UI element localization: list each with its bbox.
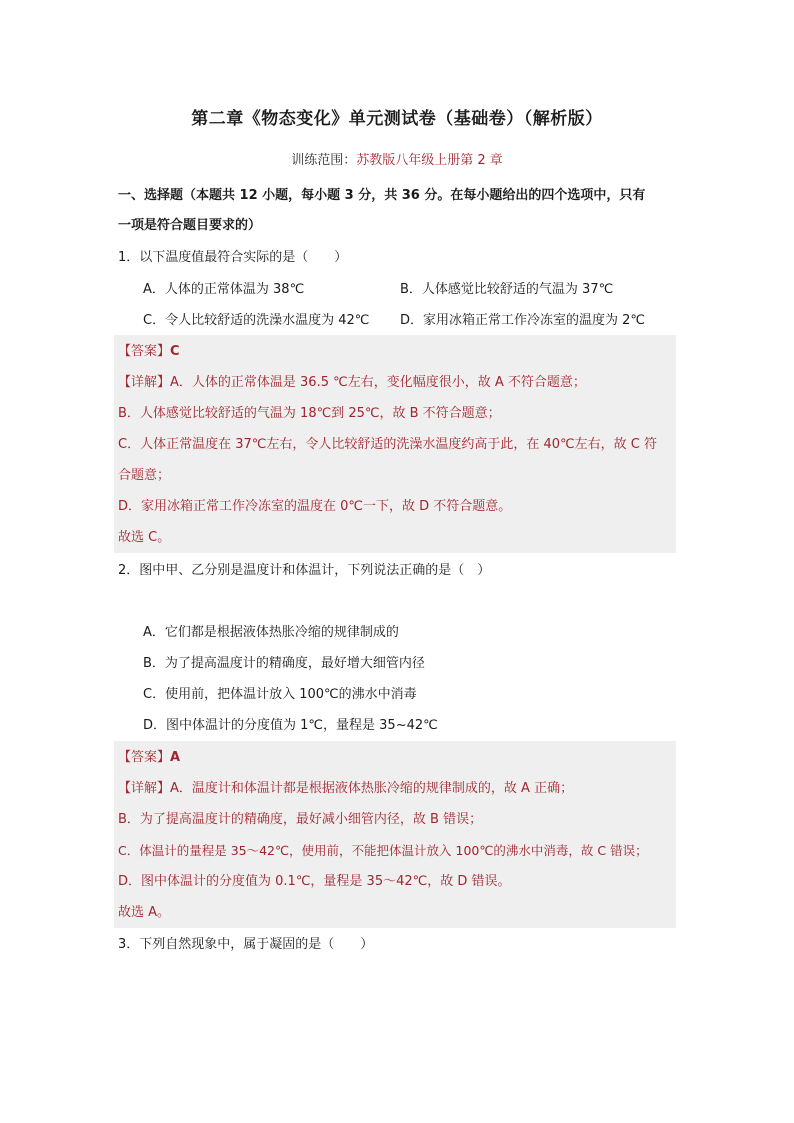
q1-option-a: A．人体的正常体温为 38℃ (143, 282, 305, 297)
q1-detail-line-1 (118, 374, 586, 392)
detail-text: A．温度计和体温计都是根据液体热胀冷缩的规律制成的，故 A 正确； (170, 781, 574, 796)
q1-answer (118, 343, 180, 361)
q2-detail-line-5: 故选 A。 (118, 905, 171, 920)
q1-answer-block (114, 335, 676, 553)
q2-detail-line-3: C．体温计的量程是 35～42℃，使用前，不能把体温计放入 100℃的沸水中消毒，故 C 错误； (118, 843, 648, 858)
q1-option-c: C．令人比较舒适的洗澡水温度为 42℃ (143, 313, 370, 328)
q2-detail-line-4: D．图中体温计的分度值为 0.1℃，量程是 35～42℃，故 D 错误。 (118, 874, 511, 889)
q1-detail-line-5: D．家用冰箱正常工作冷冻室的温度在 0℃一下，故 D 不符合题意。 (118, 499, 512, 514)
answer-tag: 【答案】 (118, 750, 171, 765)
q2-option-d: D．图中体温计的分度值为 1℃，量程是 35~42℃ (143, 718, 438, 733)
answer-tag: 【答案】 (118, 344, 171, 359)
scope-value: 苏教版八年级上册第 2 章 (356, 153, 503, 168)
question-3-stem: 3．下列自然现象中，属于凝固的是（ ） (118, 937, 374, 952)
scope-label: 训练范围： (291, 153, 357, 168)
section-heading-line-1: 一、选择题（本题共 12 小题，每小题 3 分，共 36 分。在每小题给出的四个选项中，只有 (118, 188, 646, 203)
q2-option-a: A．它们都是根据液体热胀冷缩的规律制成的 (143, 625, 399, 640)
question-2-stem: 2．图中甲、乙分别是温度计和体温计，下列说法正确的是（ ） (118, 563, 491, 578)
q2-answer-block (114, 741, 676, 928)
q2-answer (118, 749, 180, 767)
q1-detail-line-2: B．人体感觉比较舒适的气温为 18℃到 25℃，故 B 不符合题意； (118, 406, 501, 421)
page-title: 第二章《物态变化》单元测试卷（基础卷）（解析版） (191, 109, 603, 129)
q1-detail-line-3: C．人体正常温度在 37℃左右，令人比较舒适的洗澡水温度约高于此，在 40℃左右，故 C 符 (118, 437, 657, 452)
q1-option-b: B．人体感觉比较舒适的气温为 37℃ (400, 282, 614, 297)
q1-detail-line-4: 合题意； (118, 468, 171, 483)
q2-detail-line-1 (118, 780, 573, 798)
question-1-stem: 1．以下温度值最符合实际的是（ ） (118, 250, 348, 265)
training-scope (0, 149, 794, 168)
detail-tag: 【详解】 (118, 781, 171, 796)
section-heading-line-2: 一项是符合题目要求的） (118, 218, 262, 233)
q1-detail-line-6: 故选 C。 (118, 530, 171, 545)
q2-detail-line-2: B．为了提高温度计的精确度，最好减小细管内径，故 B 错误； (118, 812, 483, 827)
q2-option-c: C．使用前，把体温计放入 100℃的沸水中消毒 (143, 687, 417, 702)
answer-value: A (170, 750, 181, 765)
q2-option-b: B．为了提高温度计的精确度，最好增大细管内径 (143, 656, 425, 671)
detail-tag: 【详解】 (118, 375, 171, 390)
detail-text: A．人体的正常体温是 36.5 ℃左右，变化幅度很小，故 A 不符合题意； (170, 375, 586, 390)
q1-option-d: D．家用冰箱正常工作冷冻室的温度为 2℃ (400, 313, 646, 328)
answer-value: C (170, 344, 180, 359)
